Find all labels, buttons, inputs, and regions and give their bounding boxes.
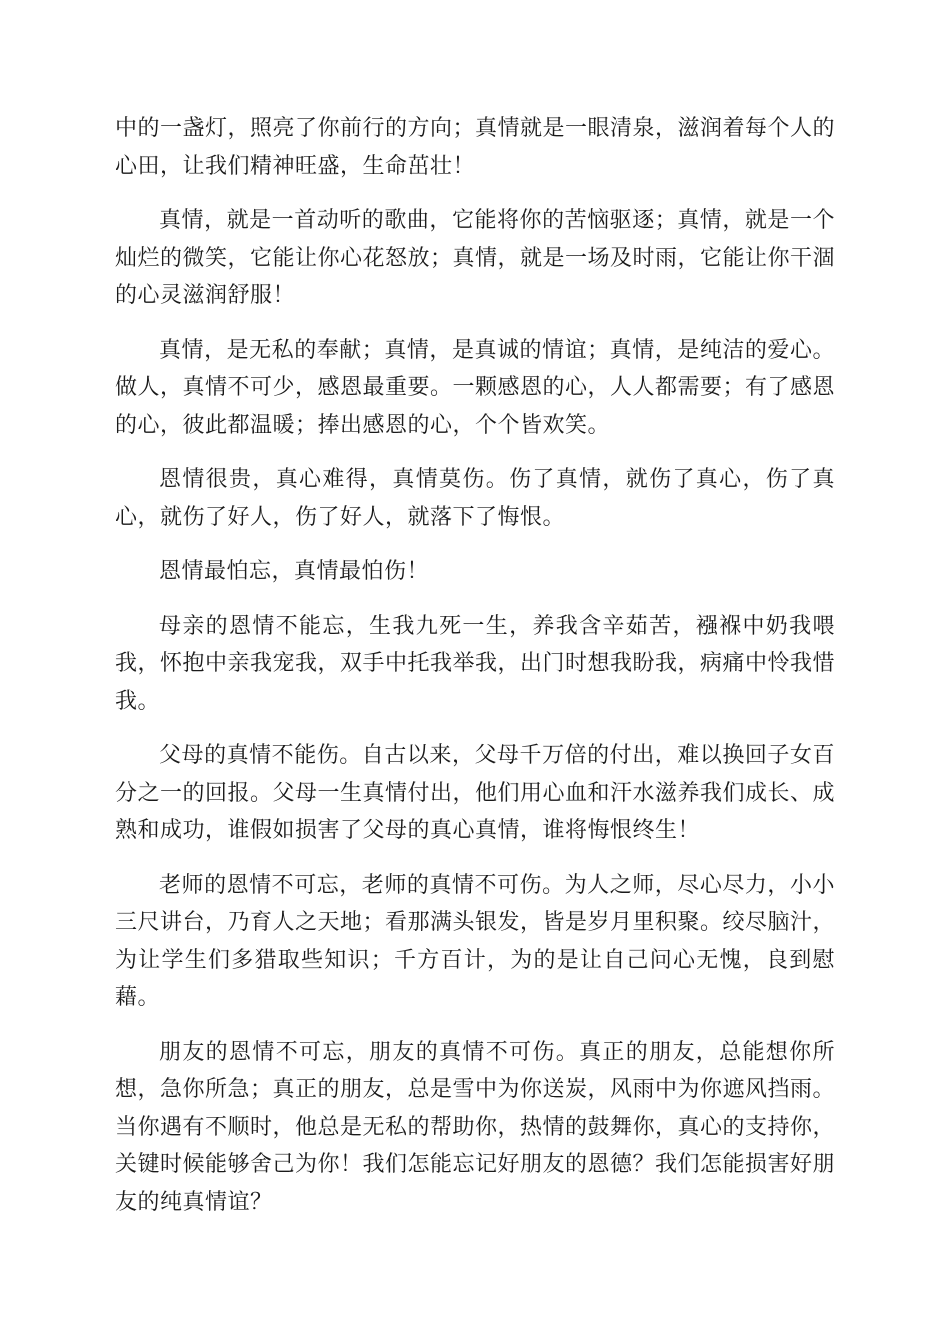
paragraph: 母亲的恩情不能忘，生我九死一生，养我含辛茹苦，襁褓中奶我喂我，怀抱中亲我宠我，双手中托我举我，出门时想我盼我，病痛中怜我惜我。 xyxy=(115,613,836,714)
document-body xyxy=(115,110,835,1238)
paragraph: 父母的真情不能伤。自古以来，父母千万倍的付出，难以换回子女百分之一的回报。父母一生真情付出，他们用心血和汗水滋养我们成长、成熟和成功，谁假如损害了父母的真心真情，谁将悔恨终生！ xyxy=(115,743,836,843)
paragraph-continuation: 中的一盏灯，照亮了你前行的方向；真情就是一眼清泉，滋润着每个人的心田，让我们精神旺盛，生命茁壮！ xyxy=(115,116,836,179)
paragraph: 老师的恩情不可忘，老师的真情不可伤。为人之师，尽心尽力，小小三尺讲台，乃育人之天地；看那满头银发，皆是岁月里积聚。绞尽脑汁，为让学生们多猎取些知识；千方百计，为的是让自己问心无愧，良到慰藉。 xyxy=(115,872,836,1010)
paragraph: 恩情很贵，真心难得，真情莫伤。伤了真情，就伤了真心，伤了真心，就伤了好人，伤了好人，就落下了悔恨。 xyxy=(115,467,835,530)
paragraph: 真情，就是一首动听的歌曲，它能将你的苦恼驱逐；真情，就是一个灿烂的微笑，它能让你心花怒放；真情，就是一场及时雨，它能让你干涸的心灵滋润舒服！ xyxy=(115,208,836,308)
paragraph: 真情，是无私的奉献；真情，是真诚的情谊；真情，是纯洁的爱心。做人，真情不可少，感恩最重要。一颗感恩的心，人人都需要；有了感恩的心，彼此都温暖；捧出感恩的心，个个皆欢笑。 xyxy=(115,337,836,438)
paragraph: 朋友的恩情不可忘，朋友的真情不可伤。真正的朋友，总能想你所想，急你所急；真正的朋友，总是雪中为你送炭，风雨中为你遮风挡雨。当你遇有不顺时，他总是无私的帮助你，热情的鼓舞你，真心的支持你，关键时候能够舍己为你！我们怎能忘记好朋友的恩德？我们怎能损害好朋友的纯真情谊？ xyxy=(115,1039,836,1215)
paragraph: 恩情最怕忘，真情最怕伤！ xyxy=(159,559,430,584)
